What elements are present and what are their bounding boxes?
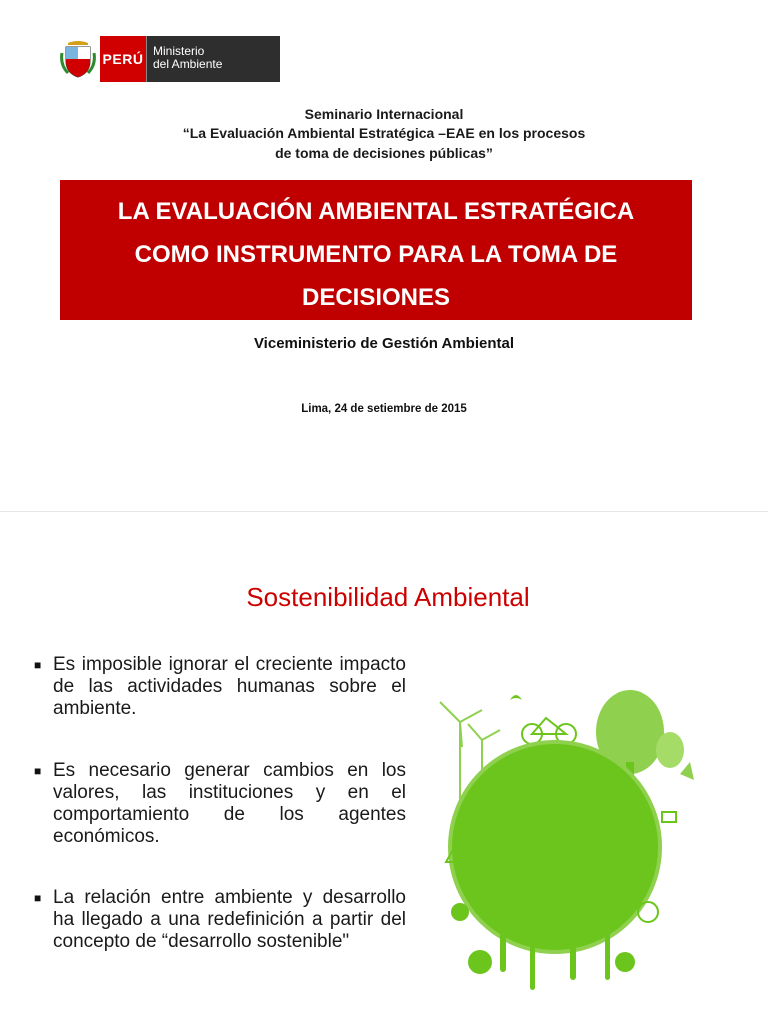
peru-label: PERÚ bbox=[100, 36, 146, 82]
bullet-text: La relación entre ambiente y desarrollo ha llegado a una redefinición a partir del concepto de “desarrollo sostenible" bbox=[53, 887, 406, 952]
green-globe-illustration bbox=[420, 662, 720, 1002]
square-bullet-icon: ■ bbox=[34, 658, 42, 672]
title-line-2: COMO INSTRUMENTO PARA LA TOMA DE bbox=[134, 241, 618, 268]
seminar-line-2: “La Evaluación Ambiental Estratégica –EAE en los procesos bbox=[182, 125, 586, 141]
title-line-1: LA EVALUACIÓN AMBIENTAL ESTRATÉGICA bbox=[117, 198, 635, 225]
subtitle: Viceministerio de Gestión Ambiental bbox=[253, 335, 515, 352]
title-line-3: DECISIONES bbox=[301, 284, 451, 311]
bullet-text: Es imposible ignorar el creciente impacto de las actividades humanas sobre el ambiente. bbox=[53, 654, 406, 719]
ministry-line-1: Ministerio bbox=[153, 44, 205, 58]
presentation-date: Lima, 24 de setiembre de 2015 bbox=[301, 403, 467, 415]
bullet-item bbox=[34, 887, 406, 953]
square-bullet-icon: ■ bbox=[34, 764, 42, 778]
coat-of-arms-icon bbox=[56, 36, 100, 82]
slide-sustainability bbox=[0, 512, 768, 1024]
ministry-name bbox=[146, 36, 280, 82]
slide-title: Sostenibilidad Ambiental bbox=[246, 582, 530, 612]
bullet-item bbox=[34, 654, 406, 720]
ministry-logo bbox=[56, 36, 280, 82]
bullet-item bbox=[34, 760, 406, 848]
seminar-heading: Seminario Internacional bbox=[304, 106, 464, 122]
main-title-banner bbox=[60, 180, 692, 320]
bullet-text: Es necesario generar cambios en los valores, las instituciones y en el comportamiento de los agentes económicos. bbox=[53, 760, 406, 847]
square-bullet-icon: ■ bbox=[34, 891, 42, 905]
seminar-line-3: de toma de decisiones públicas” bbox=[275, 145, 493, 161]
ministry-line-2: del Ambiente bbox=[153, 57, 223, 71]
